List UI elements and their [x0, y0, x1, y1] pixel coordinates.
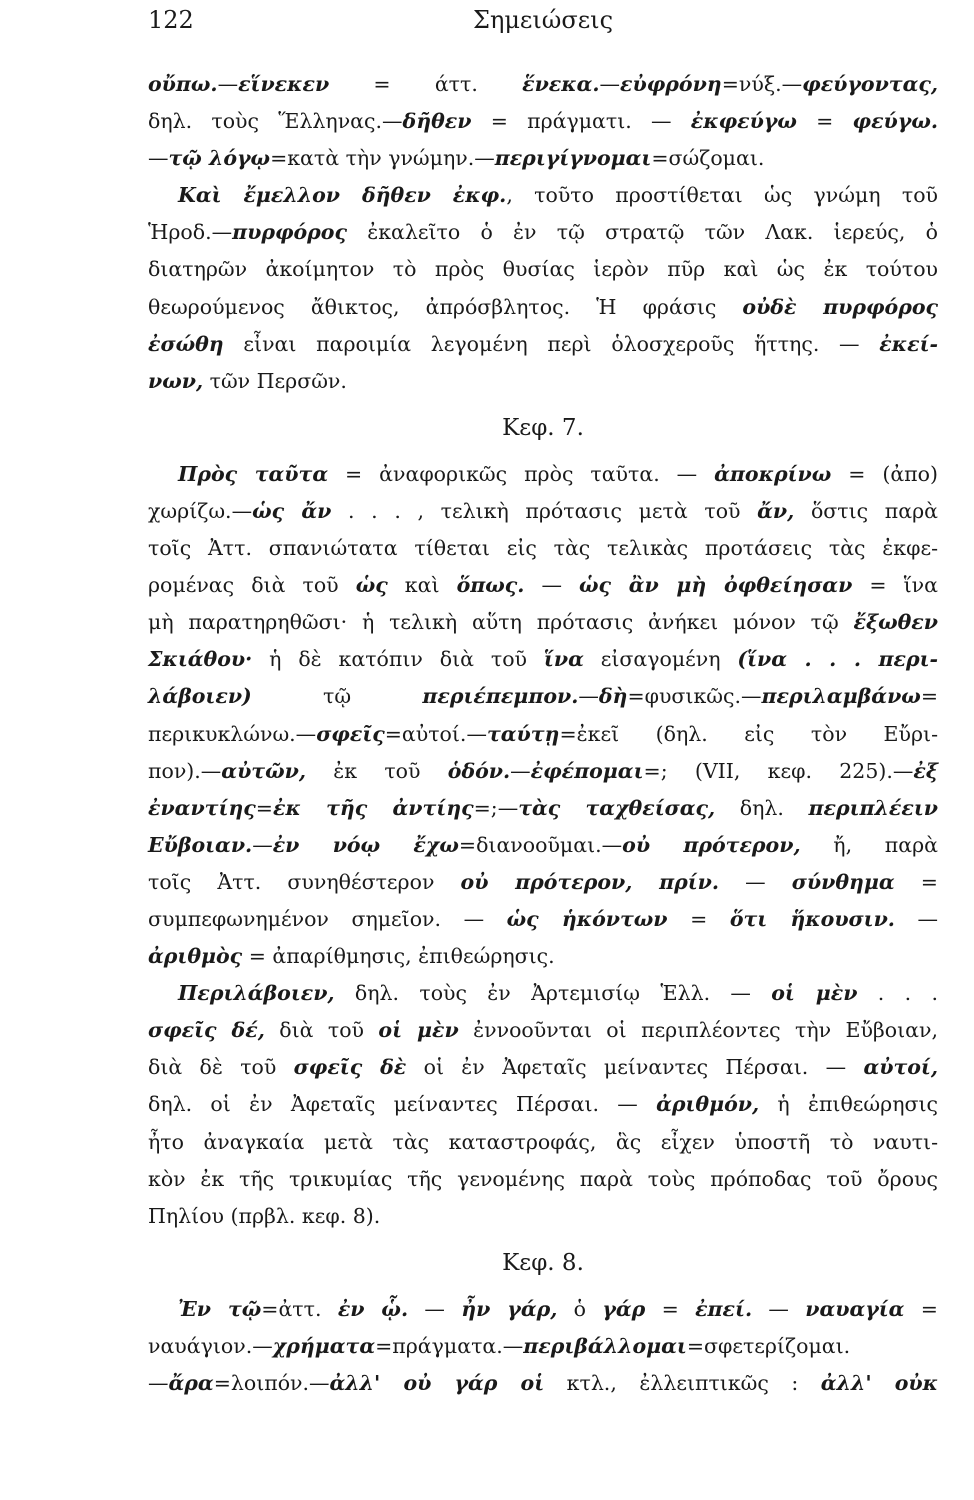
text-line [148, 790, 938, 827]
lemma: ἐκφεύγω [690, 109, 797, 134]
text-line [148, 177, 938, 214]
gloss: =φυσικῶς.— [627, 684, 762, 709]
gloss: ἡ δὲ κατόπιν διὰ τοῦ [252, 647, 544, 672]
lemma: ἐν νόῳ ἔχω [272, 832, 459, 857]
lemma: γάρ [602, 1296, 646, 1321]
gloss: = άττ. [329, 72, 523, 96]
lemma: Καὶ ἔμελλον δῆθεν ἐκφ. [178, 183, 507, 208]
lemma: ἐκεί- [879, 331, 938, 356]
gloss: =ἐκεῖ (δηλ. εἰς τὸν Εὔρι- [559, 721, 938, 746]
lemma: σφεῖς [316, 721, 385, 746]
gloss: — [510, 758, 531, 783]
lemma: ὁδόν. [447, 758, 511, 783]
lemma: ἀλλ' οὐκ [820, 1371, 938, 1395]
lemma: περιγίγνομαι [494, 146, 652, 171]
gloss: — [148, 1371, 169, 1395]
lemma: σφεῖς δὲ [293, 1055, 407, 1080]
gloss: = [894, 869, 938, 894]
text-line [148, 901, 938, 938]
gloss: τοῖς Ἀττ. σπανιώτατα τίθεται εἰς τὰς τελικὰς προτάσεις τὰς ἐκφε- [148, 536, 938, 561]
running-title: Σημειώσεις [472, 6, 614, 34]
gloss: — [252, 832, 273, 857]
text-line [148, 1049, 938, 1086]
gloss: =αὐτοί.— [384, 721, 487, 746]
lemma: φεύγω. [852, 109, 938, 134]
lemma: Περιλάβοιεν, [178, 981, 335, 1006]
gloss: ἦτο ἀναγκαία μετὰ τὰς καταστροφάς, ἃς εἶχεν ὑποστῆ τὸ ναυτι- [148, 1129, 938, 1154]
lemma: ὡς [355, 573, 388, 598]
gloss: πον).— [148, 758, 222, 783]
text-line [148, 493, 938, 530]
lemma: ἔξωθεν [853, 610, 938, 635]
chapter-8-heading: Κεφ. 8. [502, 1249, 584, 1276]
gloss: ρομένας διὰ τοῦ [148, 573, 356, 598]
text-line [148, 530, 938, 567]
lemma: περιπλέειν [808, 795, 938, 820]
text-line [148, 1086, 938, 1123]
gloss: =σώζομαι. [651, 146, 765, 171]
lemma: σύνθημα [791, 869, 895, 894]
gloss: — [217, 72, 239, 96]
lemma: ὡς ἡκόντων [506, 906, 668, 931]
gloss: =; (VII, κεφ. 225).— [643, 758, 914, 783]
lemma: δῆθεν [402, 109, 472, 134]
lemma: πυρφόρος [232, 220, 347, 245]
lemma: ἐναντίης [148, 795, 256, 820]
gloss: =κατὰ τὴν γνώμην.— [270, 146, 495, 171]
text-line [148, 864, 938, 901]
text-line [148, 289, 938, 326]
lemma: φεύγοντας, [802, 72, 938, 96]
gloss: = ἵνα [852, 573, 938, 598]
lemma: περιλαμβάνω [761, 684, 921, 709]
gloss: διὰ τοῦ [264, 1018, 379, 1043]
gloss: κὸν ἐκ τῆς τρικυμίας τῆς γενομένης παρὰ τοὺς πρόποδας τοῦ ὄρους [148, 1166, 938, 1191]
lemma: σφεῖς δέ, [148, 1018, 265, 1043]
gloss: — [408, 1296, 462, 1321]
lemma: Σκιάθου· [148, 647, 253, 672]
gloss: Ἡροδ.— [148, 220, 233, 245]
lemma: οὐ πρότερον, πρίν. [460, 869, 720, 894]
text-line [148, 140, 938, 177]
notes-block-2 [148, 456, 938, 1235]
lemma: ἐξ [913, 758, 938, 783]
lemma: νων, [148, 368, 204, 393]
lemma: ἦν γάρ, [461, 1296, 558, 1321]
lemma: (ἵνα . . . περι- [737, 647, 939, 672]
gloss: = πράγματι. — [471, 109, 691, 134]
gloss: — [894, 906, 938, 931]
gloss: ναυάγιον.— [148, 1333, 273, 1358]
notes-block-3 [148, 1291, 938, 1402]
text-line [148, 1291, 938, 1328]
gloss: Πηλίου (πρβλ. κεφ. 8). [148, 1203, 381, 1228]
gloss: = [667, 906, 730, 931]
lemma: οἱ μὲν [771, 981, 858, 1006]
text-line [148, 363, 938, 400]
lemma: ὡς ἄν [252, 498, 332, 523]
lemma: ἀριθμὸς [148, 944, 243, 969]
lemma: ἵνα [543, 647, 584, 672]
text-line [148, 1365, 938, 1402]
text-line [148, 1161, 938, 1198]
gloss: =;— [473, 795, 519, 820]
gloss: δηλ. οἱ ἐν Ἀφεταῖς μείναντες Πέρσαι. — [148, 1092, 657, 1117]
text-line [148, 753, 938, 790]
text-line [148, 678, 938, 715]
gloss: ἐκαλεῖτο ὁ ἐν τῷ στρατῷ τῶν Λακ. ἱερεύς, ὁ [346, 220, 938, 245]
lemma: εἵνεκεν [238, 72, 330, 96]
lemma: ἀποκρίνω [714, 461, 832, 486]
gloss: = [796, 109, 853, 134]
lemma: ἐν ᾧ. [337, 1296, 409, 1321]
gloss: = [920, 684, 938, 709]
gloss: ἐννοοῦνται οἱ περιπλέοντες τὴν Εὔβοιαν, [458, 1018, 938, 1043]
gloss: δηλ. τοὺς ἐν Ἀρτεμισίῳ Ἑλλ. — [334, 981, 772, 1006]
lemma: ὅτι ἥκουσιν. [729, 906, 895, 931]
lemma: τὰς ταχθείσας, [518, 795, 716, 820]
text-line [148, 1124, 938, 1161]
text-line [148, 975, 938, 1012]
lemma: περιβάλλομαι [523, 1333, 687, 1358]
gloss: — [524, 573, 580, 598]
text-line [148, 1012, 938, 1049]
lemma: εὐφρόνη [620, 72, 722, 96]
gloss: — [578, 684, 599, 709]
gloss: οἱ ἐν Ἀφεταῖς μείναντες Πέρσαι. — [406, 1055, 864, 1080]
gloss: =λοιπόν.— [213, 1371, 330, 1395]
lemma: ὡς ἂν μὴ ὀφθείησαν [579, 573, 853, 598]
lemma: οἱ μὲν [378, 1018, 459, 1043]
gloss: τοῖς Ἀττ. συνηθέστερον [148, 869, 461, 894]
lemma: ἀριθμόν, [656, 1092, 760, 1117]
gloss: τῷ [251, 684, 423, 709]
text-line [148, 326, 938, 363]
gloss: = ἀναφορικῶς πρὸς ταῦτα. — [328, 461, 715, 486]
gloss: . . . , τελικὴ πρότασις μετὰ τοῦ [331, 498, 758, 523]
text-line [148, 456, 938, 493]
lemma: Ἐν τῷ [178, 1296, 262, 1321]
notes-body [148, 66, 938, 1402]
lemma: ἀλλ' οὐ γάρ οἱ [329, 1371, 545, 1395]
gloss: =ἀττ. [261, 1296, 338, 1321]
lemma: ταύτῃ [486, 721, 560, 746]
gloss: εἰσαγομένη [583, 647, 738, 672]
text-line [148, 251, 938, 288]
lemma: αὐτοί, [863, 1055, 938, 1080]
chapter-7-heading: Κεφ. 7. [502, 414, 584, 441]
lemma: δὴ [598, 684, 628, 709]
lemma: οὐδὲ πυρφόρος [742, 294, 938, 319]
text-line [148, 604, 938, 641]
text-line [148, 1328, 938, 1365]
gloss: =σφετερίζομαι. [686, 1333, 851, 1358]
gloss: ἐκ τοῦ [305, 758, 448, 783]
lemma: χρήματα [272, 1333, 376, 1358]
text-line [148, 641, 938, 678]
gloss: , τοῦτο προστίθεται ὡς γνώμη τοῦ [506, 183, 939, 208]
gloss: = [645, 1296, 696, 1321]
gloss: =διανοοῦμαι.— [458, 832, 623, 857]
gloss: κτλ., ἐλλειπτικῶς : [544, 1371, 821, 1395]
lemma: Πρὸς ταῦτα [178, 461, 329, 486]
gloss: περικυκλώνω.— [148, 721, 317, 746]
gloss: — [599, 72, 621, 96]
lemma: οὐ πρότερον, [622, 832, 801, 857]
lemma: ἐπεί. [695, 1296, 753, 1321]
gloss: μὴ παρατηρηθῶσι· ἡ τελικὴ αὕτη πρότασις ἀνήκει μόνον τῷ [148, 610, 854, 635]
lemma: ἐκ τῆς ἀντίης [272, 795, 474, 820]
text-line [148, 938, 938, 975]
lemma: ἄρα [168, 1371, 214, 1395]
lemma: ἕνεκα. [522, 72, 600, 96]
gloss: = [904, 1296, 938, 1321]
gloss: — [148, 146, 169, 171]
gloss: — [752, 1296, 806, 1321]
page-header [148, 6, 938, 40]
lemma: αὐτῶν, [221, 758, 306, 783]
gloss: ὁ [557, 1296, 603, 1321]
gloss: δηλ. [715, 795, 809, 820]
page-number: 122 [148, 6, 194, 34]
gloss: τῶν Περσῶν. [203, 368, 347, 393]
gloss: ἤ, παρὰ [800, 832, 938, 857]
lemma: ἐσώθη [148, 331, 224, 356]
gloss: εἶναι παροιμία λεγομένη περὶ ὁλοσχεροῦς ἥττης. — [223, 331, 880, 356]
gloss: =πράγματα.— [375, 1333, 524, 1358]
gloss: χωρίζω.— [148, 498, 253, 523]
text-line [148, 66, 938, 103]
lemma: τῷ λόγῳ [168, 146, 271, 171]
notes-block-1 [148, 66, 938, 400]
gloss: ὅστις παρὰ [794, 498, 938, 523]
lemma: ἐφέπομαι [530, 758, 644, 783]
text-line [148, 1198, 938, 1235]
gloss: συμπεφωνημένον σημεῖον. — [148, 906, 507, 931]
gloss: = ἀπαρίθμησις, ἐπιθεώρησις. [242, 944, 555, 969]
lemma: περιέπεμπον. [422, 684, 579, 709]
gloss: = [255, 795, 273, 820]
gloss: θεωρούμενος ἄθικτος, ἀπρόσβλητος. Ἡ φράσις [148, 294, 743, 319]
gloss: ἡ ἐπιθεώρησις [759, 1092, 938, 1117]
lemma: ναυαγία [805, 1296, 905, 1321]
lemma: λάβοιεν) [148, 684, 252, 709]
gloss: — [719, 869, 792, 894]
gloss: . . . [857, 981, 939, 1006]
lemma: οὔπω. [148, 72, 218, 96]
text-line [148, 103, 938, 140]
gloss: διατηρῶν ἀκοίμητον τὸ πρὸς θυσίας ἱερὸν πῦρ καὶ ὡς ἐκ τούτου [148, 257, 938, 282]
text-line [148, 716, 938, 753]
lemma: ἄν, [757, 498, 795, 523]
gloss: = (ἀπο) [831, 461, 938, 486]
text-line [148, 567, 938, 604]
gloss: καὶ [387, 573, 457, 598]
lemma: ὅπως. [456, 573, 525, 598]
text-line [148, 214, 938, 251]
lemma: Εὔβοιαν. [148, 832, 253, 857]
text-line [148, 827, 938, 864]
gloss: δηλ. τοὺς Ἕλληνας.— [148, 109, 403, 134]
gloss: =νύξ.— [721, 72, 803, 96]
gloss: διὰ δὲ τοῦ [148, 1055, 294, 1080]
